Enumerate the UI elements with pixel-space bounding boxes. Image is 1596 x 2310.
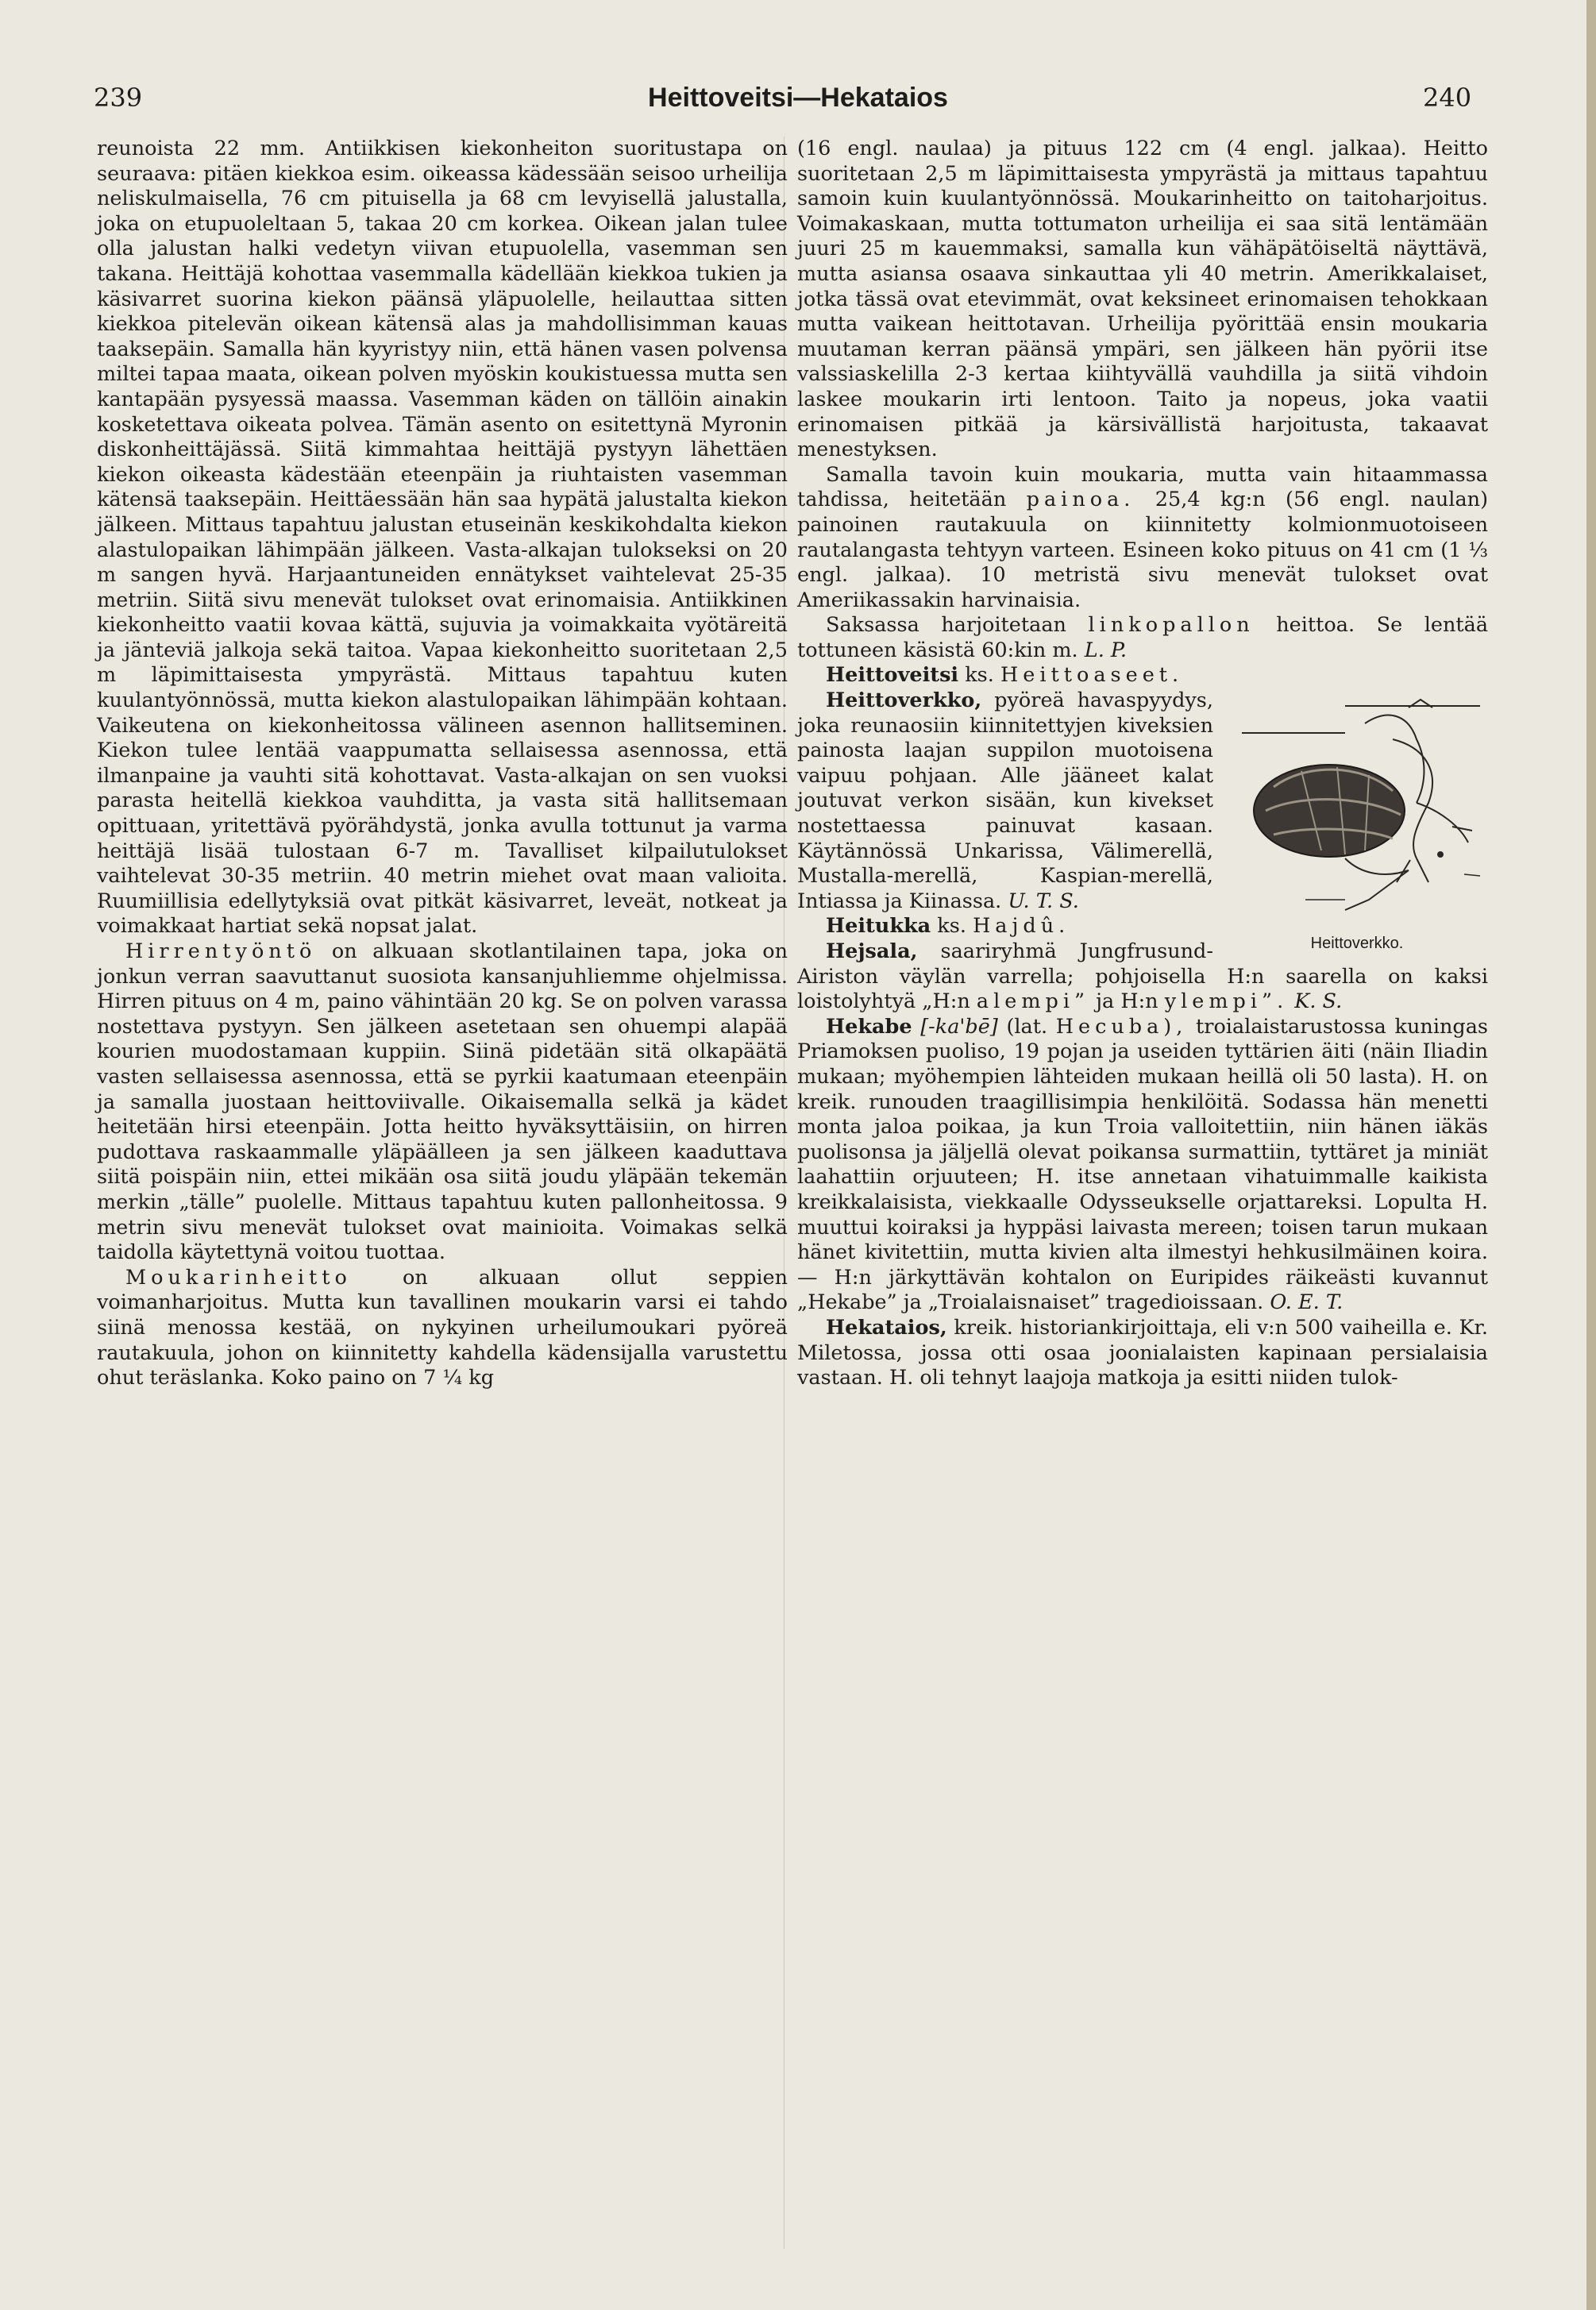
cast-net-figure bbox=[1226, 692, 1488, 955]
figure-caption: Heittoverkko. bbox=[1310, 935, 1404, 953]
cross-ref-target: Heittoaseet. bbox=[1000, 663, 1184, 688]
page-edge bbox=[1586, 0, 1596, 2310]
latin-label: (lat. bbox=[1006, 1014, 1048, 1039]
headword: Hekabe bbox=[826, 1014, 912, 1039]
headword: Hekataios, bbox=[826, 1315, 947, 1340]
headword: Hejsala, bbox=[826, 939, 918, 963]
cross-ref-target: Hajdû. bbox=[973, 914, 1070, 939]
weight-intro: Samalla tavoin kuin moukaria, mutta vain hitaammassa tahdissa, heitetään bbox=[797, 462, 1488, 512]
page-number-right: 240 bbox=[1423, 83, 1472, 113]
entry-hekabe bbox=[797, 1015, 1488, 1316]
author-signature: U. T. S. bbox=[1008, 889, 1079, 913]
weight-text: 25,4 kg:n (56 engl. naulan) painoinen rautakuula on kiinnitetty kolmionmuotoiseen rautalangasta tehtyyn varteen. Esineen koko pituus on 41 cm (1 ⅓ engl. jalkaa). 10 metristä sivu menevät tulokset ovat Ameriikassakin harvinaisia. bbox=[797, 488, 1489, 612]
spaced-term: ylempi”. bbox=[1164, 989, 1289, 1014]
cast-net-illustration bbox=[1226, 692, 1488, 930]
author-signature: K. S. bbox=[1294, 989, 1343, 1014]
weight-term: painoa. bbox=[1026, 488, 1135, 512]
weight-paragraph bbox=[797, 463, 1488, 614]
entry-text: pyöreä havaspyydys, joka reunaosiin kiinnitettyjen kiveksien painosta laajan suppilon muotoisena vaipuu pohjaan. Alle jääneet kalat joutuvat verkon sisään, kun kivekset nostettaessa painuvat kasaan. Käytännössä Unkarissa, Välimerellä, Mustalla-merellä, Kaspian-merellä, Intiassa ja Kiinassa. bbox=[797, 688, 1213, 913]
author-signature: L. P. bbox=[1084, 638, 1128, 662]
left-column bbox=[97, 137, 788, 1391]
discus-paragraph: reunoista 22 mm. Antiikkisen kiekonheiton suoritustapa on seuraava: pitäen kiekkoa esim. oikeassa kädessään seisoo urheilija neliskulmaisella, 76 cm pituisella ja 68 cm levyisellä jalustalla, joka on etupuoleltaan 5, takaa 20 cm korkea. Oikean jalan tulee olla jalustan halki vedetyn viivan etupuolella, vasemman sen takana. Heittäjä kohottaa vasemmalla kädellään kiekkoa tukien ja käsivarret suorina kiekon päänsä yläpuolelle, heilauttaa sitten kiekkoa pitelevän oikean kätensä alas ja mahdollisimman kauas taaksepäin. Samalla hän kyyristyy niin, että hänen vasen polvensa miltei tapaa maata, oikean polven myöskin koukistuessa mutta sen kantapään pysyessä maassa. Vasemman käden on tällöin ainakin kosketettava oikeata polvea. Tämän asento on esitettynä Myronin diskonheittäjässä. Siitä kimmahtaa heittäjä pystyyn lähettäen kiekon oikeasta kädestään eteenpäin ja riuhtaisten vasemman kätensä taaksepäin. Heittäessään hän saa hypätä jalustalta kiekon jälkeen. Mittaus tapahtuu jalustan etuseinän keskikohdalta kiekon alastulopaikan lähimpään jälkeen. Vasta-alkajan tulokseksi on 20 m sangen hyvä. Harjaantuneiden ennätykset vaihtelevat 25-35 metriin. Siitä sivu menevät tulokset ovat erinomaisia. Antiikkinen kiekonheitto vaatii kovaa kättä, sujuvia ja voimakkaita vyötäreitä ja jänteviä jalkoja sekä taitoa. Vapaa kiekonheitto suoritetaan 2,5 m läpimittaisesta ympyrästä. Mittaus tapahtuu kuten kuulantyönnössä, mutta kiekon alastulopaikan lähimpään kohtaan. Vaikeutena on kiekonheitossa välineen asennon hallitseminen. Kiekon tulee lentää vaappumatta sellaisessa asennossa, että ilmanpaine ja vauhti sitä kohottavat. Vasta-alkajan on sen vuoksi parasta heitellä kiekkoa vauhditta, ja vasta sitä hallitsemaan opittuaan, yritettävä pyörähdystä, jonka avulla tottunut ja varma heittäjä lisää tulostaan 6-7 m. Tavalliset kilpailutulokset vaihtelevat 30-35 metriin. 40 metrin miehet ovat maan valioita. Ruumiillisia edellytyksiä ovat pitkät käsivarret, leveät, notkeat ja voimakkaat hartiat sekä nopsat jalat. bbox=[97, 137, 788, 939]
caber-paragraph bbox=[97, 939, 788, 1266]
page-number-left: 239 bbox=[94, 83, 143, 113]
entry-text: troialaistarustossa kuningas Priamoksen puoliso, 19 pojan ja useiden tyttärien äiti (näin Iliadin mukaan; myöhempien lähteiden mukaan heillä oli 50 lasta). H. on kreik. runouden traagillisimpia henkilöitä. Sodassa hän menetti monta jaloa poikaa, ja kun Troia valloitettiin, niin hänen iäkäs puolisonsa ja jäljellä olevat poikansa surmattiin, tyttäret ja miniät laahattiin orjuuteen; H. itse annetaan vihatuimmalle kaikista kreikkalaisista, viekkaalle Odysseukselle orjattareksi. Lopulta H. muuttui koiraksi ja hyppäsi laivasta mereen; toisen tarun mukaan hänet kivitettiin, mutta kivien alta ilmestyi hehkusilmäinen koira. — H:n järkyttävän kohtalon on Euripides räikeästi kuvannut „Hekabe” ja „Troialaisnaiset” tragedioissaan. bbox=[797, 1014, 1489, 1315]
page-header bbox=[0, 83, 1596, 122]
entry-text-mid: ja H:n bbox=[1096, 989, 1158, 1014]
hammer-continued: (16 engl. naulaa) ja pituus 122 cm (4 engl. jalkaa). Heitto suoritetaan 2,5 m läpimittaisesta ympyrästä ja mittaus tapahtuu samoin kuin kuulantyönnössä. Moukarinheitto on taitoharjoitus. Voimakaskaan, mutta tottumaton urheilija ei saa sitä lentämään juuri 25 m kauemmaksi, samalla kun vähäpätöiseltä näyttävä, mutta asiansa osaava sinkauttaa yli 40 metrin. Amerikkalaiset, jotka tässä ovat etevimmät, ovat keksineet erinomaisen tehokkaan mutta vaikean heittotavan. Urheilija pyörittää ensin moukaria muutaman kerran päänsä ympäri, sen jälkeen hän pyörii itse valssiaskelilla 2-3 kertaa kiihtyvällä vauhdilla ja siitä vihdoin laskee moukarin irti lentoon. Taito ja nopeus, joka vaatii erinomaisen pitkää ja kärsivällistä harjoitusta, takaavat menestyksen. bbox=[797, 137, 1488, 462]
hammer-paragraph bbox=[97, 1266, 788, 1391]
running-head: Heittoveitsi—Hekataios bbox=[648, 83, 948, 113]
sling-intro: Saksassa harjoitetaan bbox=[826, 613, 1066, 638]
headword: Heittoverkko, bbox=[826, 688, 982, 713]
hammer-text: on alkuaan ollut seppien voimanharjoitus. Mutta kun tavallinen moukarin varsi ei tahdo siinä menossa kestää, on nykyinen urheilumoukari pyöreä rautakuula, johon on kiinnitetty kahdella kädensijalla varustettu ohut teräslanka. Koko paino on 7 ¼ kg bbox=[97, 1265, 788, 1390]
author-signature: O. E. T. bbox=[1270, 1290, 1343, 1315]
sling-text: heittoa. Se lentää tottuneen käsistä 60:kin m. bbox=[797, 613, 1489, 662]
caber-text: on alkuaan skotlantilainen tapa, joka on jonkun verran saavuttanut suosiota kansanjuhliemme ohjelmissa. Hirren pituus on 4 m, paino vähintään 20 kg. Se on polven varassa nostettava pystyyn. Sen jälkeen asetetaan sen ohuempi alapää kourien muodostamaan kuppiin. Siinä pidetään sitä olkapäätä vasten sellaisessa asennossa, että se pyrkii kaatumaan eteenpäin ja samalla juostaan heittoviivalle. Oikaisemalla selkä ja kädet heitetään hirsi eteenpäin. Jotta heitto hyväksyttäisiin, on hirren pudottava raskaammalle yläpäälleen ja sen jälkeen kaaduttava siitä poispäin niin, ettei mikään osa siitä joudu yläpään tekemän merkin „tälle” puolelle. Mittaus tapahtuu kuten pallonheitossa. 9 metrin sivu menevät tulokset ovat mainioita. Voimakas selkä taidolla käytettynä voitou tuottaa. bbox=[97, 939, 788, 1265]
entry-hekataios bbox=[797, 1316, 1488, 1391]
caber-term: Hirrentyöntö bbox=[125, 939, 317, 963]
entry-text: kreik. historiankirjoittaja, eli v:n 500 vaiheilla e. Kr. Miletossa, jossa otti osaa joonialaisten kapinaan persialaisia vastaan. H. oli tehnyt laajoja matkoja ja esitti niiden tulok- bbox=[797, 1315, 1489, 1390]
headword: Heitukka bbox=[826, 914, 931, 939]
cross-ref-label: ks. bbox=[965, 663, 994, 688]
hammer-term: Moukarinheitto bbox=[125, 1265, 352, 1290]
headword: Heittoveitsi bbox=[826, 663, 959, 688]
spaced-term: alempi” bbox=[976, 989, 1090, 1014]
sling-term: linkopallon bbox=[1088, 613, 1255, 638]
entry-heittoveitsi bbox=[797, 663, 1488, 688]
entry-text: saariryhmä Jungfrusund-Airiston väylän varrella; pohjoisella H:n saarella on kaksi loistolyhtyä „H:n bbox=[797, 939, 1488, 1014]
pronunciation: [-ka'bē] bbox=[920, 1014, 998, 1039]
cross-ref-label: ks. bbox=[937, 914, 966, 939]
right-column bbox=[797, 137, 1488, 1391]
sling-ball-paragraph bbox=[797, 613, 1488, 663]
latin-name: Hecuba), bbox=[1055, 1014, 1188, 1039]
